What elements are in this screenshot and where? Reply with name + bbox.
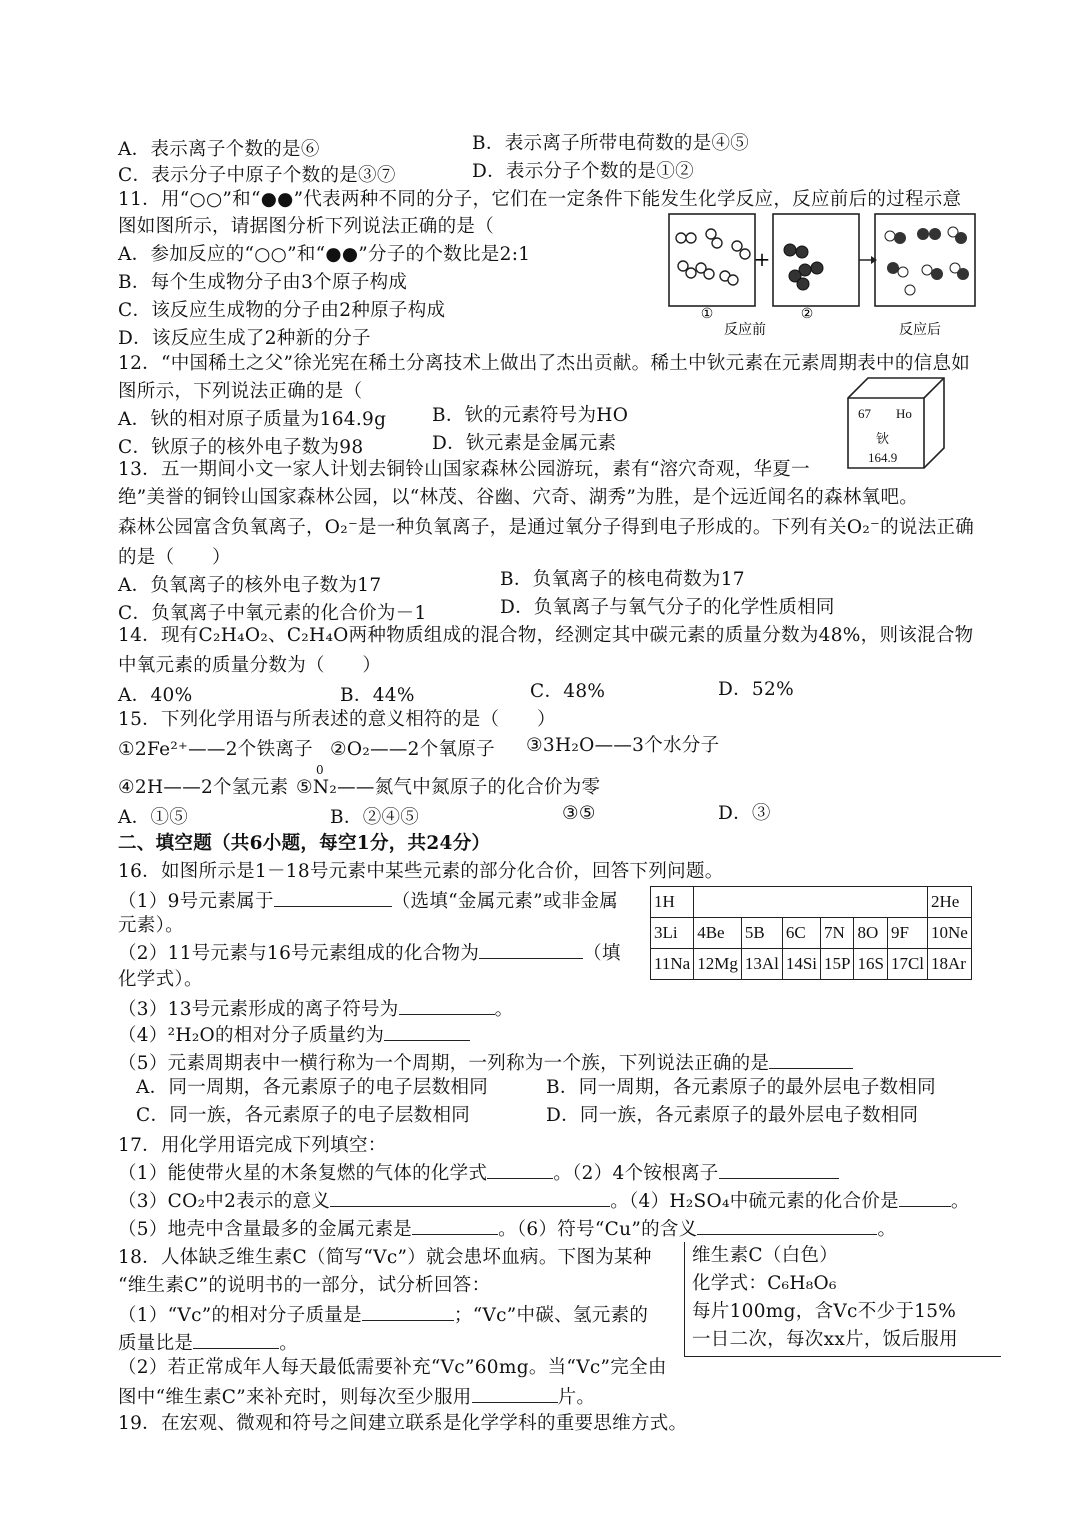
q10-option-b: B．表示离子所带电荷数的是④⑤ xyxy=(472,133,750,154)
product-molecules xyxy=(885,227,969,295)
q11-option-a: A．参加反应的“○○”和“●●”分子的个数比是2:1 xyxy=(118,244,531,265)
before-box-1 xyxy=(669,214,755,306)
element-cell: 17Cl xyxy=(887,949,927,980)
before-box-2 xyxy=(773,214,859,306)
q15-option-b: B．②④⑤ xyxy=(330,807,420,828)
after-box xyxy=(875,214,975,306)
q16-part5: （5）元素周期表中一横行称为一个周期，一列称为一个族，下列说法正确的是 xyxy=(118,1050,853,1076)
q15-option-c: ③⑤ xyxy=(562,803,596,824)
q11-stem-line2: 图如图所示，请据图分析下列说法正确的是（ xyxy=(118,216,495,237)
q16-part2-cont: 化学式）。 xyxy=(118,969,203,990)
q14-option-c: C．48% xyxy=(530,681,606,702)
q18-part1: （1）“Vc”的相对分子质量是 ；“Vc”中碳、氢元素的 xyxy=(118,1302,648,1328)
periodic-row-2 xyxy=(651,918,972,949)
q17-stem: 17．用化学用语完成下列填空： xyxy=(118,1135,387,1156)
element-symbol: Ho xyxy=(896,406,912,421)
element-cell: 2He xyxy=(928,887,972,918)
q13-option-d: D．负氧离子与氧气分子的化学性质相同 xyxy=(500,597,835,618)
vitamin-c-content: 每片100mg，含Vc不少于15% xyxy=(692,1301,957,1322)
q15-item-1: ①2Fe²⁺——2个铁离子 xyxy=(118,739,313,760)
vitamin-c-formula: 化学式：C₆H₈O₆ xyxy=(692,1273,837,1294)
element-mass: 164.9 xyxy=(868,450,898,465)
element-name: 钬 xyxy=(876,431,890,446)
q17-part1-2: （1）能使带火星的木条复燃的气体的化学式 。（2）4个铵根离子 xyxy=(118,1160,839,1186)
q16-part3: （3）13号元素形成的离子符号为 。 xyxy=(118,996,513,1022)
q16-part4: （4）²H₂O的相对分子质量约为 xyxy=(118,1022,470,1048)
element-cell: 11Na xyxy=(651,949,694,980)
q18-part2: （2）若正常成年人每天最低需要补充“Vc”60mg。当“Vc”完全由 xyxy=(118,1357,667,1378)
q11-option-b: B．每个生成物分子由3个原子构成 xyxy=(118,272,408,293)
q19-stem: 19．在宏观、微观和符号之间建立联系是化学学科的重要思维方式。 xyxy=(118,1413,688,1434)
empty-cell xyxy=(694,887,928,918)
element-cell: 15P xyxy=(821,949,854,980)
q13-stem-line4: 的是（ ） xyxy=(118,547,231,568)
q15-option-a: A．①⑤ xyxy=(118,807,189,828)
element-cell: 3Li xyxy=(651,918,694,949)
q13-option-b: B．负氧离子的核电荷数为17 xyxy=(500,569,745,590)
q16-part5-option-a: A．同一周期，各元素原子的电子层数相同 xyxy=(136,1077,489,1098)
element-cell: 7N xyxy=(821,918,854,949)
q10-option-a: A．表示离子个数的是⑥ xyxy=(118,139,320,160)
element-cell: 10Ne xyxy=(928,918,972,949)
plus-sign: + xyxy=(753,247,771,271)
q12-option-a: A．钬的相对原子质量为164.9g xyxy=(118,409,387,430)
element-cell: 13Al xyxy=(741,949,782,980)
q16-part5-option-d: D．同一族，各元素原子的最外层电子数相同 xyxy=(546,1105,919,1126)
element-cell: 4Be xyxy=(694,918,742,949)
q11-stem-line1: 11．用“○○”和“●●”代表两种不同的分子，它们在一定条件下能发生化学反应，反应前后的过程示意 xyxy=(118,189,962,210)
fig-before-label: 反应前 xyxy=(724,322,766,338)
dark-molecules xyxy=(784,244,823,290)
q16-part1-cont: 元素）。 xyxy=(118,915,184,936)
q18-part2-cont: 图中“维生素C”来补充时，则每次至少服用 片。 xyxy=(118,1384,595,1410)
periodic-row-3 xyxy=(651,949,972,980)
q14-option-d: D．52% xyxy=(718,679,794,700)
q18-stem-line1: 18．人体缺乏维生素C（简写“Vc”）就会患坏血病。下图为某种 xyxy=(118,1247,652,1268)
q13-stem-line3: 森林公园富含负氧离子，O₂⁻是一种负氧离子，是通过氧分子得到电子形成的。下列有关O₂⁻的说法正确 xyxy=(118,517,975,538)
element-cell: 9F xyxy=(887,918,927,949)
periodic-row-1 xyxy=(651,887,972,918)
q16-part2: （2）11号元素与16号元素组成的化合物为 （填 xyxy=(118,940,621,966)
q18-stem-line2: “维生素C”的说明书的一部分，试分析回答： xyxy=(118,1275,491,1296)
element-cell: 5B xyxy=(741,918,782,949)
fig-label-1: ① xyxy=(700,306,714,322)
element-cell: 16S xyxy=(854,949,887,980)
element-cell: 12Mg xyxy=(694,949,742,980)
q17-part5-6: （5）地壳中含量最多的金属元素是 。（6）符号“Cu”的含义 。 xyxy=(118,1216,896,1242)
element-cell: 18Ar xyxy=(928,949,972,980)
q15-item-3: ③3H₂O——3个水分子 xyxy=(526,735,720,756)
q13-option-c: C．负氧离子中氧元素的化合价为－1 xyxy=(118,603,427,624)
q10-option-d: D．表示分子个数的是①② xyxy=(472,161,694,182)
vitamin-c-title: 维生素C（白色） xyxy=(692,1245,839,1266)
q15-item-2: ②O₂——2个氧原子 xyxy=(330,739,495,760)
q11-option-c: C．该反应生成物的分子由2种原子构成 xyxy=(118,300,446,321)
q15-item-5: ⑤N₂——氮气中氮原子的化合价为零 xyxy=(296,777,601,798)
q13-stem-line1: 13．五一期间小文一家人计划去铜铃山国家森林公园游玩，素有“溶穴奇观，华夏一 xyxy=(118,459,810,480)
element-cell: 8O xyxy=(854,918,887,949)
q13-stem-line2: 绝”美誉的铜铃山国家森林公园，以“林茂、谷幽、穴奇、湖秀”为胜，是个远近闻名的森林氧吧。 xyxy=(118,487,919,508)
white-molecules xyxy=(676,229,750,285)
element-number: 67 xyxy=(858,406,871,421)
q12-stem-line1: 12．“中国稀土之父”徐光宪在稀土分离技术上做出了杰出贡献。稀土中钬元素在元素周期表中的信息如 xyxy=(118,353,971,374)
section-2-title: 二、填空题（共6小题，每空1分，共24分） xyxy=(118,833,491,854)
q15-stem: 15．下列化学用语与所表述的意义相符的是（ ） xyxy=(118,709,556,730)
q14-stem-line1: 14．现有C₂H₄O₂、C₂H₄O两种物质组成的混合物，经测定其中碳元素的质量分数为48%，则该混合物 xyxy=(118,625,974,646)
q10-option-c: C．表示分子中原子个数的是③⑦ xyxy=(118,165,396,186)
q12-option-c: C．钬原子的核外电子数为98 xyxy=(118,437,364,458)
q14-stem-line2: 中氧元素的质量分数为（ ） xyxy=(118,655,382,676)
element-cell: 6C xyxy=(782,918,820,949)
fig-after-label: 反应后 xyxy=(899,322,941,338)
fig-label-2: ② xyxy=(800,306,814,322)
q16-part5-option-c: C．同一族，各元素原子的电子层数相同 xyxy=(136,1105,471,1126)
q16-part1: （1）9号元素属于 （选填“金属元素”或非金属 xyxy=(118,888,618,914)
q18-part1-cont: 质量比是 。 xyxy=(118,1330,298,1356)
q13-option-a: A．负氧离子的核外电子数为17 xyxy=(118,575,382,596)
q12-option-b: B．钬的元素符号为HO xyxy=(432,405,629,426)
q14-option-a: A．40% xyxy=(118,685,193,706)
element-cell: 1H xyxy=(651,887,694,918)
vitamin-c-dosage: 一日二次，每次xx片，饭后服用 xyxy=(692,1329,958,1350)
reaction-diagram xyxy=(665,210,985,340)
periodic-table xyxy=(650,886,972,980)
q16-part5-option-b: B．同一周期，各元素原子的最外层电子数相同 xyxy=(546,1077,936,1098)
q12-option-d: D．钬元素是金属元素 xyxy=(432,433,617,454)
q15-item-5-superscript: 0 xyxy=(316,763,324,777)
q15-item-4: ④2H——2个氢元素 xyxy=(118,777,289,798)
q17-part3-4: （3）CO₂中2表示的意义 。（4）H₂SO₄中硫元素的化合价是 。 xyxy=(118,1188,970,1214)
q16-stem: 16．如图所示是1－18号元素中某些元素的部分化合价，回答下列问题。 xyxy=(118,861,724,882)
q12-stem-line2: 图所示，下列说法正确的是（ xyxy=(118,381,363,402)
q14-option-b: B．44% xyxy=(340,685,415,706)
element-cell: 14Si xyxy=(782,949,820,980)
q11-option-d: D．该反应生成了2种新的分子 xyxy=(118,328,371,349)
q15-option-d: D．③ xyxy=(718,803,771,824)
